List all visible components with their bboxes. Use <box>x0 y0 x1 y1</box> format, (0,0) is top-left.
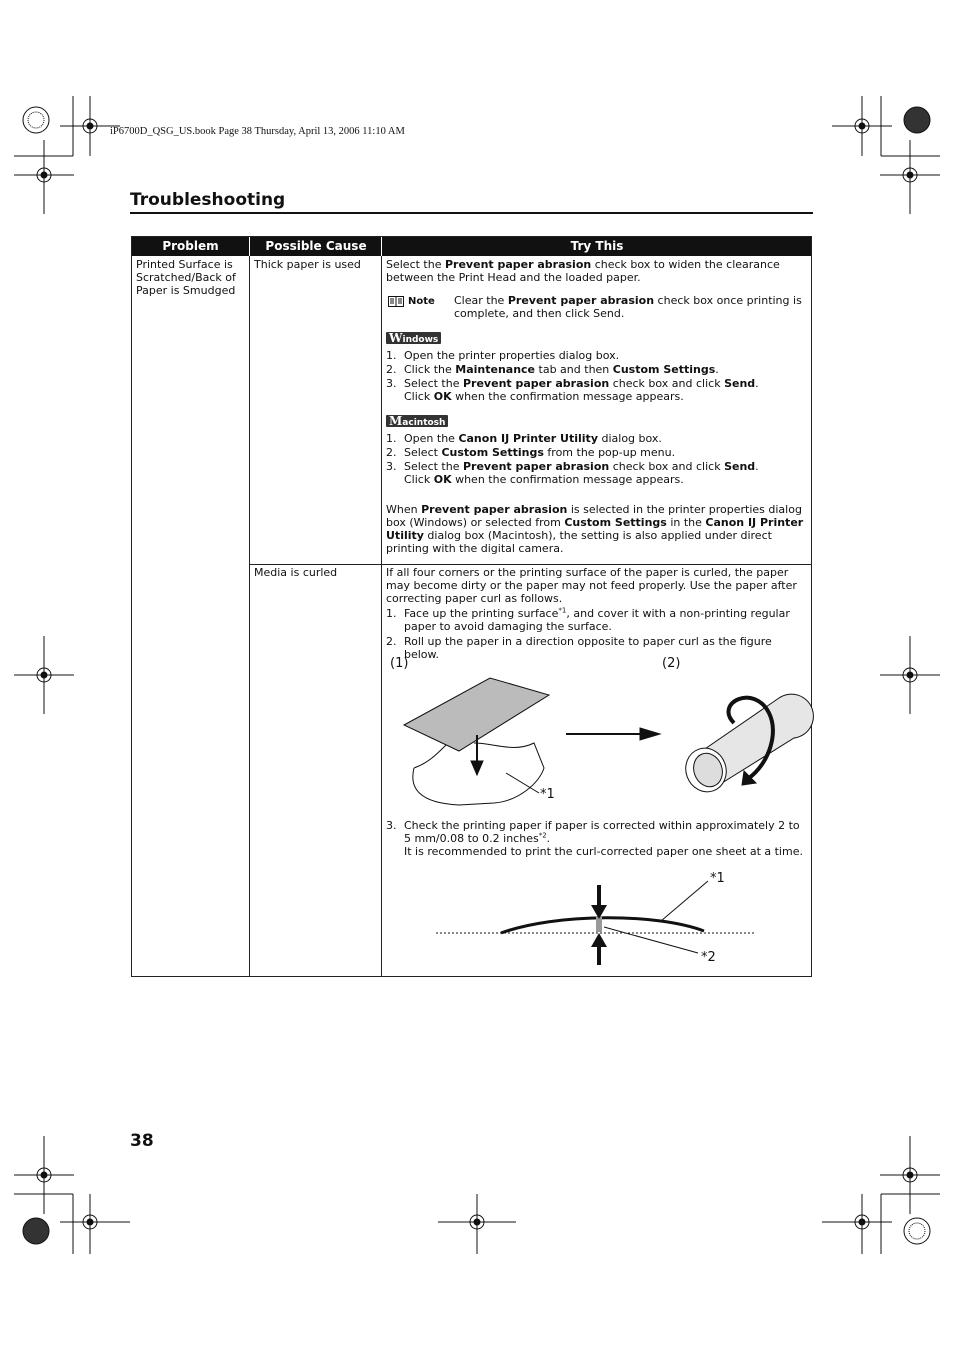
figure2-mark-1: *1 <box>710 871 725 886</box>
title-rule <box>130 212 813 214</box>
windows-step-3: 3. Select the Prevent paper abrasion check box and click Send. Click OK when the confirmation message appears. <box>386 377 759 403</box>
table-header <box>132 237 811 256</box>
book-header-line: iP6700D_QSG_US.book Page 38 Thursday, April 13, 2006 11:10 AM <box>110 126 405 137</box>
windows-section <box>386 332 808 403</box>
figure2-mark-2: *2 <box>701 950 716 965</box>
curl-step-2: 2. Roll up the paper in a direction opposite to paper curl as the figure below. <box>386 635 772 661</box>
try-this-media-curled <box>386 566 808 661</box>
mac-step-1: 1. Open the Canon IJ Printer Utility dialog box. <box>386 432 662 445</box>
note-label: Note <box>388 295 435 308</box>
mac-step-3: 3. Select the Prevent paper abrasion check box and click Send. Click OK when the confirmation message appears. <box>386 460 759 486</box>
section-title: Troubleshooting <box>130 190 286 210</box>
cause-thick-paper: Thick paper is used <box>254 258 361 271</box>
windows-step-1: 1. Open the printer properties dialog box. <box>386 349 620 362</box>
page-number: 38 <box>130 1131 154 1151</box>
macintosh-badge: Macintosh <box>386 415 448 427</box>
macintosh-section <box>386 415 808 486</box>
figure-label-1: (1) <box>390 656 409 671</box>
row-divider <box>249 564 812 565</box>
problem-text: Printed Surface is Scratched/Back of Paper is Smudged <box>136 258 236 297</box>
figure-label-2: (2) <box>662 656 681 671</box>
curl-intro: If all four corners or the printing surface of the paper is curled, the paper may become dirty or the paper may not feed properly. Use the paper after correcting paper curl as follows. <box>386 566 797 605</box>
windows-step-2: 2. Click the Maintenance tab and then Custom Settings. <box>386 363 719 376</box>
windows-badge: Windows <box>386 332 441 344</box>
header-problem: Problem <box>162 239 219 253</box>
intro-paragraph: Select the Prevent paper abrasion check box to widen the clearance between the Print Head and the loaded paper. <box>386 258 780 284</box>
column-divider <box>381 256 382 977</box>
curl-correction-figure <box>394 673 814 823</box>
curl-measurement-figure <box>436 875 776 975</box>
header-try-this: Try This <box>570 239 624 253</box>
closing-paragraph: When Prevent paper abrasion is selected in the printer properties dialog box (Windows) or selected from Custom Settings in the Canon IJ Printer Utility dialog box (Macintosh), the setting is also applied under direct printing with the digital camera. <box>386 503 804 555</box>
curl-step-3-block <box>386 819 808 858</box>
column-divider <box>249 256 250 977</box>
mac-step-2: 2. Select Custom Settings from the pop-up menu. <box>386 446 676 459</box>
figure-mark-1: *1 <box>540 787 555 802</box>
try-this-thick-paper <box>386 258 808 555</box>
header-possible-cause: Possible Cause <box>265 239 367 253</box>
note-block: Note Clear the Prevent paper abrasion check box once printing is complete, and then click Send. <box>386 294 808 320</box>
book-icon <box>388 296 404 307</box>
curl-step-1: 1. Face up the printing surface$^{*1}$, and cover it with a non-printing regular paper to avoid damaging the surface. <box>386 606 790 633</box>
troubleshooting-table <box>131 236 812 977</box>
curl-step-3: 3. Check the printing paper if paper is corrected within approximately 2 to 5 mm/0.08 to 0.2 inches$^{*2}$. It is recommended to print the curl-corrected paper one sheet at a time. <box>386 819 803 858</box>
cause-media-curled: Media is curled <box>254 566 338 579</box>
